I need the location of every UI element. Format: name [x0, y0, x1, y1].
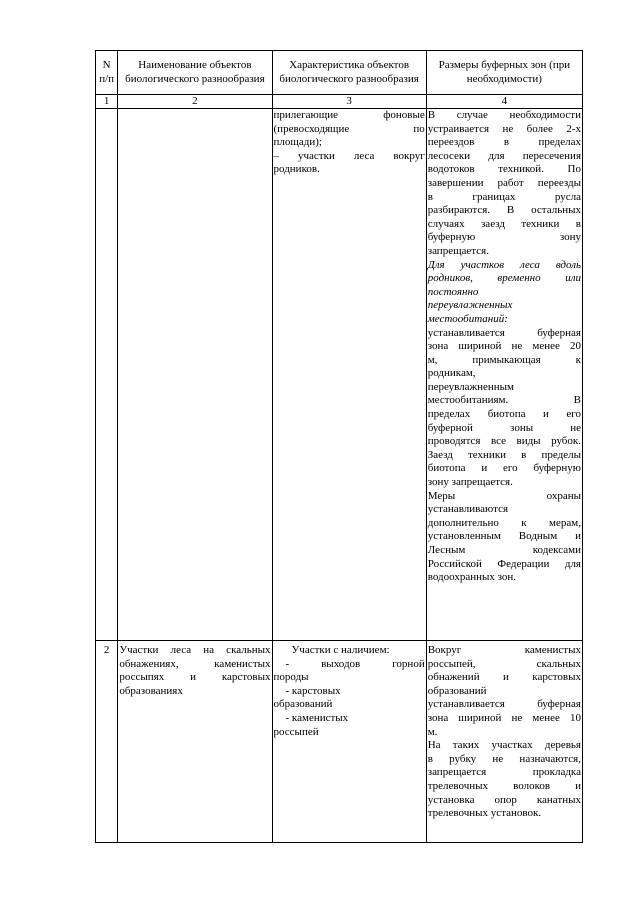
- text-line: - карстовых: [285, 684, 341, 697]
- text-line: завершении работ переезды: [427, 176, 581, 189]
- text-line: обнажений и карстовых: [427, 671, 581, 684]
- text-line: родников.: [273, 163, 320, 176]
- text-line: устраивается не более 2-х: [427, 122, 581, 135]
- text-line: местообитаниям. В: [427, 394, 581, 407]
- header-number: N п/п: [96, 51, 118, 95]
- text-line: россыпей, скальных: [427, 657, 581, 670]
- text-line: буферной зоны не: [427, 421, 581, 434]
- text-line: м, примыкающая к: [427, 353, 581, 366]
- text-line: буферную зону: [427, 231, 581, 244]
- text-line: В случае необходимости: [427, 109, 581, 121]
- text-line: трелевочных волоков и: [427, 779, 581, 792]
- row2-number: 2: [96, 641, 118, 843]
- row1-name: [118, 109, 272, 641]
- row2-buffer-size: [426, 641, 582, 843]
- text-line: россыпей: [273, 725, 319, 738]
- text-line: запрещается.: [427, 244, 489, 257]
- row2-characteristics: [272, 641, 426, 843]
- text-line: образованиях: [119, 684, 183, 697]
- text-line: проводятся все виды рубок.: [427, 435, 581, 448]
- text-line: Лесным кодексами: [427, 544, 581, 556]
- text-line: родникам,: [427, 367, 476, 380]
- text-line: переувлажненных: [427, 299, 513, 312]
- text-line: в границах русла: [427, 190, 581, 203]
- column-number-4: 4: [426, 95, 582, 109]
- text-line: запрещается прокладка: [427, 766, 581, 779]
- text-line: устанавливаются: [427, 503, 509, 516]
- text-line: породы: [273, 671, 309, 684]
- text-line: прилегающие фоновые: [273, 109, 425, 121]
- row2-name: [118, 641, 272, 843]
- text-line: зону запрещается.: [427, 476, 513, 489]
- text-line: родников, временно или: [427, 272, 581, 285]
- text-line: образований: [273, 698, 333, 711]
- text-line: водотоков техникой. По: [427, 163, 581, 176]
- text-line: постоянно: [427, 285, 479, 298]
- biodiversity-table: [95, 50, 583, 843]
- text-line: образований: [427, 684, 487, 697]
- text-line: пределах биотопа и его: [427, 408, 581, 421]
- text-line: - каменистых: [285, 711, 349, 724]
- text-line: водоохранных зон.: [427, 571, 517, 584]
- table-row: [96, 641, 583, 843]
- text-line: биотопа и его буферную: [427, 462, 581, 475]
- text-line: россыпях и карстовых: [119, 671, 271, 684]
- text-line: площади);: [273, 136, 322, 149]
- text-line: разбираются. В остальных: [427, 204, 581, 217]
- text-line: лесосеки для пересечения: [427, 149, 581, 162]
- text-line: м.: [427, 725, 438, 738]
- text-line: трелевочных установок.: [427, 807, 542, 820]
- text-line: На таких участках деревья: [427, 739, 581, 752]
- text-line: зона шириной не менее 20: [427, 340, 581, 353]
- text-line: Для участков леса вдоль: [427, 258, 581, 271]
- text-line: переувлажненным: [427, 380, 515, 393]
- text-line: обнажениях, каменистых: [119, 657, 271, 670]
- header-buffer-zone-size: Размеры буферных зон (при необходимости): [426, 51, 582, 95]
- text-line: Участки с наличием:: [291, 644, 390, 656]
- text-line: зона шириной не менее 10: [427, 711, 581, 724]
- row1-buffer-size: [426, 109, 582, 641]
- text-line: переездов в пределах: [427, 136, 581, 149]
- header-object-name: Наименование объектов биологического разнообразия: [118, 51, 272, 95]
- row1-characteristics: [272, 109, 426, 641]
- text-line: устанавливается буферная: [427, 326, 581, 339]
- text-line: Вокруг каменистых: [427, 644, 581, 656]
- text-line: установленным Водным и: [427, 530, 581, 543]
- column-number-row: [96, 95, 583, 109]
- header-row: [96, 51, 583, 95]
- row1-number: [96, 109, 118, 641]
- column-number-2: 2: [118, 95, 272, 109]
- text-line: (превосходящие по: [273, 122, 425, 135]
- table-row: [96, 109, 583, 641]
- text-line: в рубку не назначаются,: [427, 752, 581, 765]
- document-page: [95, 50, 583, 843]
- text-line: Заезд техники в пределы: [427, 448, 581, 461]
- text-line: – участки леса вокруг: [273, 149, 425, 162]
- column-number-1: 1: [96, 95, 118, 109]
- text-line: установка опор канатных: [427, 793, 581, 806]
- text-line: местообитаний:: [427, 312, 508, 325]
- header-object-characteristics: Характеристика объектов биологического разнообразия: [272, 51, 426, 95]
- text-line: дополнительно к мерам,: [427, 516, 581, 529]
- text-line: Меры охраны: [427, 489, 581, 502]
- text-line: - выходов горной: [285, 657, 425, 670]
- text-line: Российской Федерации для: [427, 557, 581, 570]
- text-line: Участки леса на скальных: [119, 644, 271, 656]
- column-number-3: 3: [272, 95, 426, 109]
- text-line: устанавливается буферная: [427, 698, 581, 711]
- text-line: случаях заезд техники в: [427, 217, 581, 230]
